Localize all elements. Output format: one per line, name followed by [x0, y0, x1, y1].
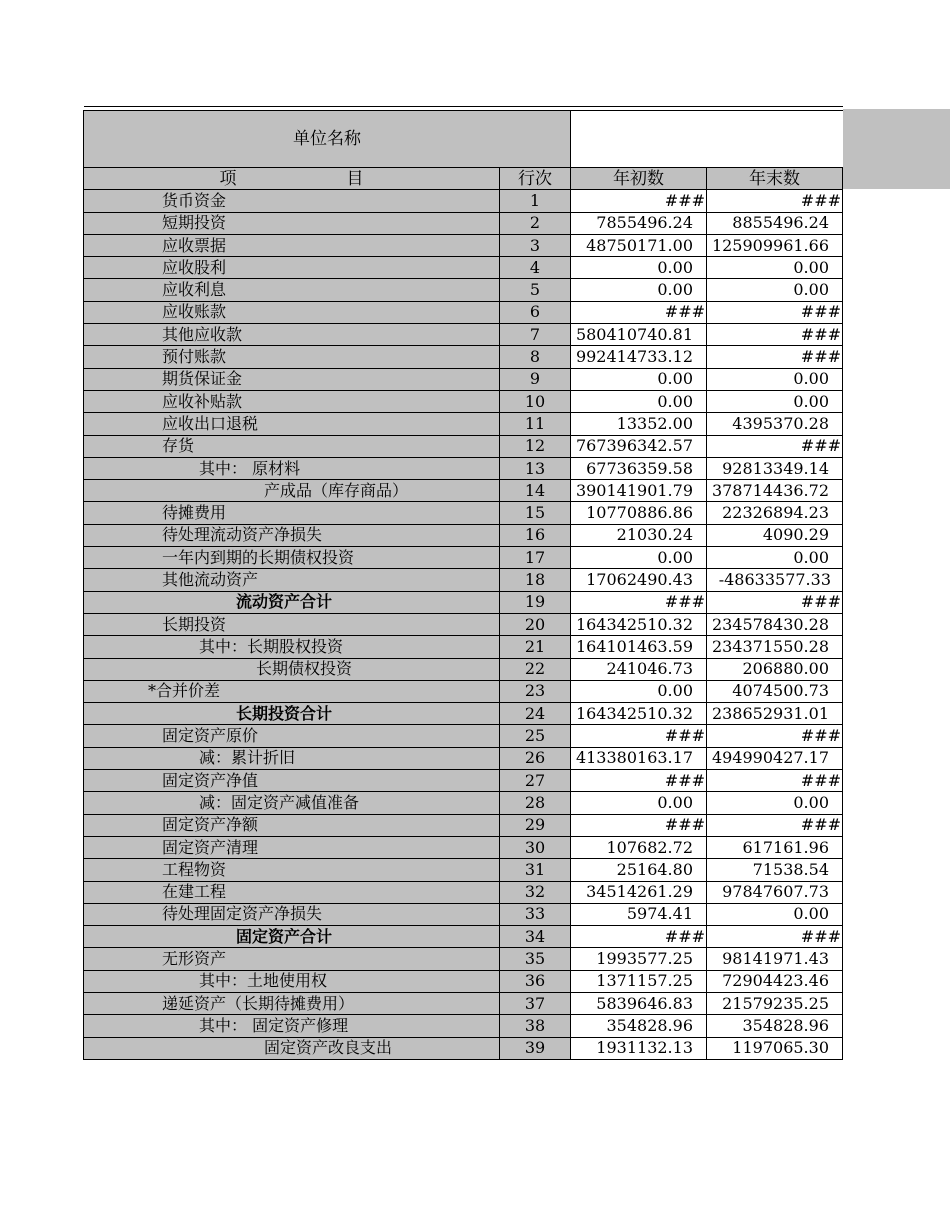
row-item-name: 无形资产 [84, 948, 500, 970]
balance-sheet-table [83, 106, 843, 1060]
row-item-name: 固定资产合计 [84, 926, 500, 948]
table-row [84, 569, 843, 591]
row-item-name: 其他应收款 [84, 324, 500, 346]
row-item-name: 其中： 固定资产修理 [84, 1015, 500, 1037]
table-row [84, 279, 843, 301]
row-line-number: 29 [500, 814, 571, 836]
unit-name-value[interactable] [571, 111, 843, 168]
row-item-name: 一年内到期的长期债权投资 [84, 547, 500, 569]
row-begin-value[interactable]: ### [571, 770, 707, 792]
row-line-number: 6 [500, 301, 571, 323]
row-end-value[interactable]: 0.00 [707, 390, 843, 412]
row-end-value[interactable]: 0.00 [707, 368, 843, 390]
row-line-number: 16 [500, 524, 571, 546]
row-begin-value[interactable]: 1993577.25 [571, 948, 707, 970]
row-end-value[interactable]: 354828.96 [707, 1015, 843, 1037]
row-line-number: 28 [500, 792, 571, 814]
row-end-value[interactable]: 21579235.25 [707, 992, 843, 1014]
row-begin-value[interactable]: 390141901.79 [571, 480, 707, 502]
table-row [84, 680, 843, 702]
row-end-value[interactable]: 71538.54 [707, 859, 843, 881]
table-row [84, 903, 843, 925]
row-end-value[interactable]: 125909961.66 [707, 234, 843, 256]
row-begin-value[interactable]: ### [571, 926, 707, 948]
row-begin-value[interactable]: 17062490.43 [571, 569, 707, 591]
col-header-end: 年末数 [707, 168, 843, 190]
row-begin-value[interactable]: 1371157.25 [571, 970, 707, 992]
row-end-value[interactable]: ### [707, 190, 843, 212]
row-end-value[interactable]: 0.00 [707, 257, 843, 279]
table-row [84, 480, 843, 502]
row-end-value[interactable]: ### [707, 324, 843, 346]
row-item-name: 其中：土地使用权 [84, 970, 500, 992]
row-end-value[interactable]: 92813349.14 [707, 457, 843, 479]
table-row [84, 435, 843, 457]
row-end-value[interactable]: ### [707, 814, 843, 836]
row-item-name: 应收票据 [84, 234, 500, 256]
row-end-value[interactable]: 378714436.72 [707, 480, 843, 502]
row-end-value[interactable]: 72904423.46 [707, 970, 843, 992]
row-line-number: 24 [500, 703, 571, 725]
row-item-name: 产成品（库存商品） [84, 480, 500, 502]
row-end-value[interactable]: ### [707, 346, 843, 368]
row-line-number: 14 [500, 480, 571, 502]
row-line-number: 34 [500, 926, 571, 948]
table-row [84, 792, 843, 814]
row-line-number: 11 [500, 413, 571, 435]
row-end-value[interactable]: 8855496.24 [707, 212, 843, 234]
table-row [84, 636, 843, 658]
table-row [84, 948, 843, 970]
row-line-number: 13 [500, 457, 571, 479]
row-item-name: 长期债权投资 [84, 658, 500, 680]
row-begin-value[interactable]: 164101463.59 [571, 636, 707, 658]
row-line-number: 9 [500, 368, 571, 390]
row-end-value[interactable]: 0.00 [707, 792, 843, 814]
row-item-name: 工程物资 [84, 859, 500, 881]
table-row [84, 747, 843, 769]
table-row [84, 1015, 843, 1037]
column-header-row [84, 168, 843, 190]
row-item-name: 待处理固定资产净损失 [84, 903, 500, 925]
row-line-number: 21 [500, 636, 571, 658]
gray-panel [842, 109, 950, 189]
row-line-number: 33 [500, 903, 571, 925]
row-end-value[interactable]: 0.00 [707, 547, 843, 569]
unit-name-label: 单位名称 [84, 111, 571, 168]
row-begin-value[interactable]: 241046.73 [571, 658, 707, 680]
row-end-value[interactable]: 234578430.28 [707, 613, 843, 635]
row-line-number: 20 [500, 613, 571, 635]
row-begin-value[interactable]: 413380163.17 [571, 747, 707, 769]
table-row [84, 613, 843, 635]
row-line-number: 30 [500, 836, 571, 858]
row-begin-value[interactable]: 0.00 [571, 792, 707, 814]
row-item-name: 固定资产原价 [84, 725, 500, 747]
row-begin-value[interactable]: 580410740.81 [571, 324, 707, 346]
row-line-number: 2 [500, 212, 571, 234]
table-row [84, 859, 843, 881]
row-end-value[interactable]: ### [707, 591, 843, 613]
row-end-value[interactable]: 494990427.17 [707, 747, 843, 769]
row-line-number: 35 [500, 948, 571, 970]
row-item-name: 存货 [84, 435, 500, 457]
row-begin-value[interactable]: 5839646.83 [571, 992, 707, 1014]
row-begin-value[interactable]: 0.00 [571, 390, 707, 412]
row-begin-value[interactable]: 0.00 [571, 257, 707, 279]
row-line-number: 23 [500, 680, 571, 702]
row-item-name: 长期投资合计 [84, 703, 500, 725]
table-row [84, 658, 843, 680]
table-row [84, 703, 843, 725]
row-item-name: 固定资产净额 [84, 814, 500, 836]
table-row [84, 591, 843, 613]
row-begin-value[interactable]: 67736359.58 [571, 457, 707, 479]
table-row [84, 725, 843, 747]
row-end-value[interactable]: ### [707, 301, 843, 323]
row-item-name: 应收补贴款 [84, 390, 500, 412]
row-line-number: 22 [500, 658, 571, 680]
row-item-name: 应收出口退税 [84, 413, 500, 435]
row-end-value[interactable]: 0.00 [707, 279, 843, 301]
row-line-number: 4 [500, 257, 571, 279]
table-row [84, 413, 843, 435]
row-end-value[interactable]: 617161.96 [707, 836, 843, 858]
col-header-line: 行次 [500, 168, 571, 190]
row-line-number: 1 [500, 190, 571, 212]
table-row [84, 324, 843, 346]
row-item-name: 在建工程 [84, 881, 500, 903]
row-begin-value[interactable]: 992414733.12 [571, 346, 707, 368]
row-line-number: 10 [500, 390, 571, 412]
row-item-name: 减：累计折旧 [84, 747, 500, 769]
row-line-number: 17 [500, 547, 571, 569]
row-line-number: 31 [500, 859, 571, 881]
row-begin-value[interactable]: ### [571, 814, 707, 836]
row-item-name: 递延资产（长期待摊费用） [84, 992, 500, 1014]
row-begin-value[interactable]: 354828.96 [571, 1015, 707, 1037]
row-end-value[interactable]: 1197065.30 [707, 1037, 843, 1059]
row-begin-value[interactable]: 13352.00 [571, 413, 707, 435]
row-line-number: 3 [500, 234, 571, 256]
row-begin-value[interactable]: 10770886.86 [571, 502, 707, 524]
row-line-number: 8 [500, 346, 571, 368]
col-header-item [84, 168, 500, 190]
row-line-number: 38 [500, 1015, 571, 1037]
table-row [84, 524, 843, 546]
row-item-name: 应收股利 [84, 257, 500, 279]
col-header-item-b: 目 [346, 168, 364, 189]
row-line-number: 15 [500, 502, 571, 524]
row-line-number: 25 [500, 725, 571, 747]
row-end-value[interactable]: 98141971.43 [707, 948, 843, 970]
row-begin-value[interactable]: 21030.24 [571, 524, 707, 546]
row-item-name: 固定资产改良支出 [84, 1037, 500, 1059]
table-row [84, 547, 843, 569]
row-end-value[interactable]: -48633577.33 [707, 569, 843, 591]
row-item-name: 预付账款 [84, 346, 500, 368]
row-item-name: 固定资产清理 [84, 836, 500, 858]
row-line-number: 19 [500, 591, 571, 613]
row-line-number: 36 [500, 970, 571, 992]
table-row [84, 992, 843, 1014]
row-end-value[interactable]: ### [707, 926, 843, 948]
row-begin-value[interactable]: 34514261.29 [571, 881, 707, 903]
row-item-name: 流动资产合计 [84, 591, 500, 613]
row-end-value[interactable]: 206880.00 [707, 658, 843, 680]
table-row [84, 836, 843, 858]
row-line-number: 7 [500, 324, 571, 346]
row-line-number: 27 [500, 770, 571, 792]
row-end-value[interactable]: ### [707, 770, 843, 792]
row-begin-value[interactable]: 0.00 [571, 680, 707, 702]
unit-row [84, 111, 843, 168]
row-end-value[interactable]: 97847607.73 [707, 881, 843, 903]
row-begin-value[interactable]: 7855496.24 [571, 212, 707, 234]
row-begin-value[interactable]: 0.00 [571, 547, 707, 569]
row-end-value[interactable]: 4395370.28 [707, 413, 843, 435]
table-row [84, 190, 843, 212]
col-header-item-a: 项 [219, 168, 237, 189]
row-line-number: 32 [500, 881, 571, 903]
row-begin-value[interactable]: 0.00 [571, 279, 707, 301]
table-row [84, 502, 843, 524]
row-begin-value[interactable]: ### [571, 301, 707, 323]
row-item-name: 期货保证金 [84, 368, 500, 390]
row-begin-value[interactable]: ### [571, 725, 707, 747]
col-header-begin: 年初数 [571, 168, 707, 190]
row-end-value[interactable]: ### [707, 725, 843, 747]
row-line-number: 18 [500, 569, 571, 591]
table-row [84, 881, 843, 903]
table-row [84, 770, 843, 792]
row-begin-value[interactable]: 5974.41 [571, 903, 707, 925]
row-item-name: 减：固定资产减值准备 [84, 792, 500, 814]
row-begin-value[interactable]: 164342510.32 [571, 613, 707, 635]
table-row [84, 346, 843, 368]
table-row [84, 212, 843, 234]
row-begin-value[interactable]: ### [571, 591, 707, 613]
row-item-name: 应收利息 [84, 279, 500, 301]
table-row [84, 390, 843, 412]
table-row [84, 970, 843, 992]
row-end-value[interactable]: 0.00 [707, 903, 843, 925]
row-end-value[interactable]: 4090.29 [707, 524, 843, 546]
row-begin-value[interactable]: 48750171.00 [571, 234, 707, 256]
row-line-number: 37 [500, 992, 571, 1014]
row-item-name: 待摊费用 [84, 502, 500, 524]
table-row [84, 814, 843, 836]
row-item-name: 应收账款 [84, 301, 500, 323]
row-item-name: 其中： 原材料 [84, 457, 500, 479]
row-line-number: 26 [500, 747, 571, 769]
row-item-name: 其中：长期股权投资 [84, 636, 500, 658]
row-item-name: 货币资金 [84, 190, 500, 212]
row-begin-value[interactable]: ### [571, 190, 707, 212]
table-row [84, 301, 843, 323]
row-end-value[interactable]: ### [707, 435, 843, 457]
row-line-number: 39 [500, 1037, 571, 1059]
row-begin-value[interactable]: 107682.72 [571, 836, 707, 858]
row-item-name: 固定资产净值 [84, 770, 500, 792]
row-begin-value[interactable]: 767396342.57 [571, 435, 707, 457]
row-line-number: 5 [500, 279, 571, 301]
table-row [84, 257, 843, 279]
row-begin-value[interactable]: 164342510.32 [571, 703, 707, 725]
row-item-name: 长期投资 [84, 613, 500, 635]
row-item-name: 其他流动资产 [84, 569, 500, 591]
row-end-value[interactable]: 4074500.73 [707, 680, 843, 702]
row-line-number: 12 [500, 435, 571, 457]
table-row [84, 926, 843, 948]
row-end-value[interactable]: 238652931.01 [707, 703, 843, 725]
table-row [84, 457, 843, 479]
row-end-value[interactable]: 234371550.28 [707, 636, 843, 658]
row-end-value[interactable]: 22326894.23 [707, 502, 843, 524]
row-item-name: 待处理流动资产净损失 [84, 524, 500, 546]
row-begin-value[interactable]: 1931132.13 [571, 1037, 707, 1059]
row-begin-value[interactable]: 25164.80 [571, 859, 707, 881]
row-item-name: 短期投资 [84, 212, 500, 234]
row-item-name: *合并价差 [84, 680, 500, 702]
table-row [84, 368, 843, 390]
row-begin-value[interactable]: 0.00 [571, 368, 707, 390]
table-row [84, 234, 843, 256]
table-row [84, 1037, 843, 1059]
